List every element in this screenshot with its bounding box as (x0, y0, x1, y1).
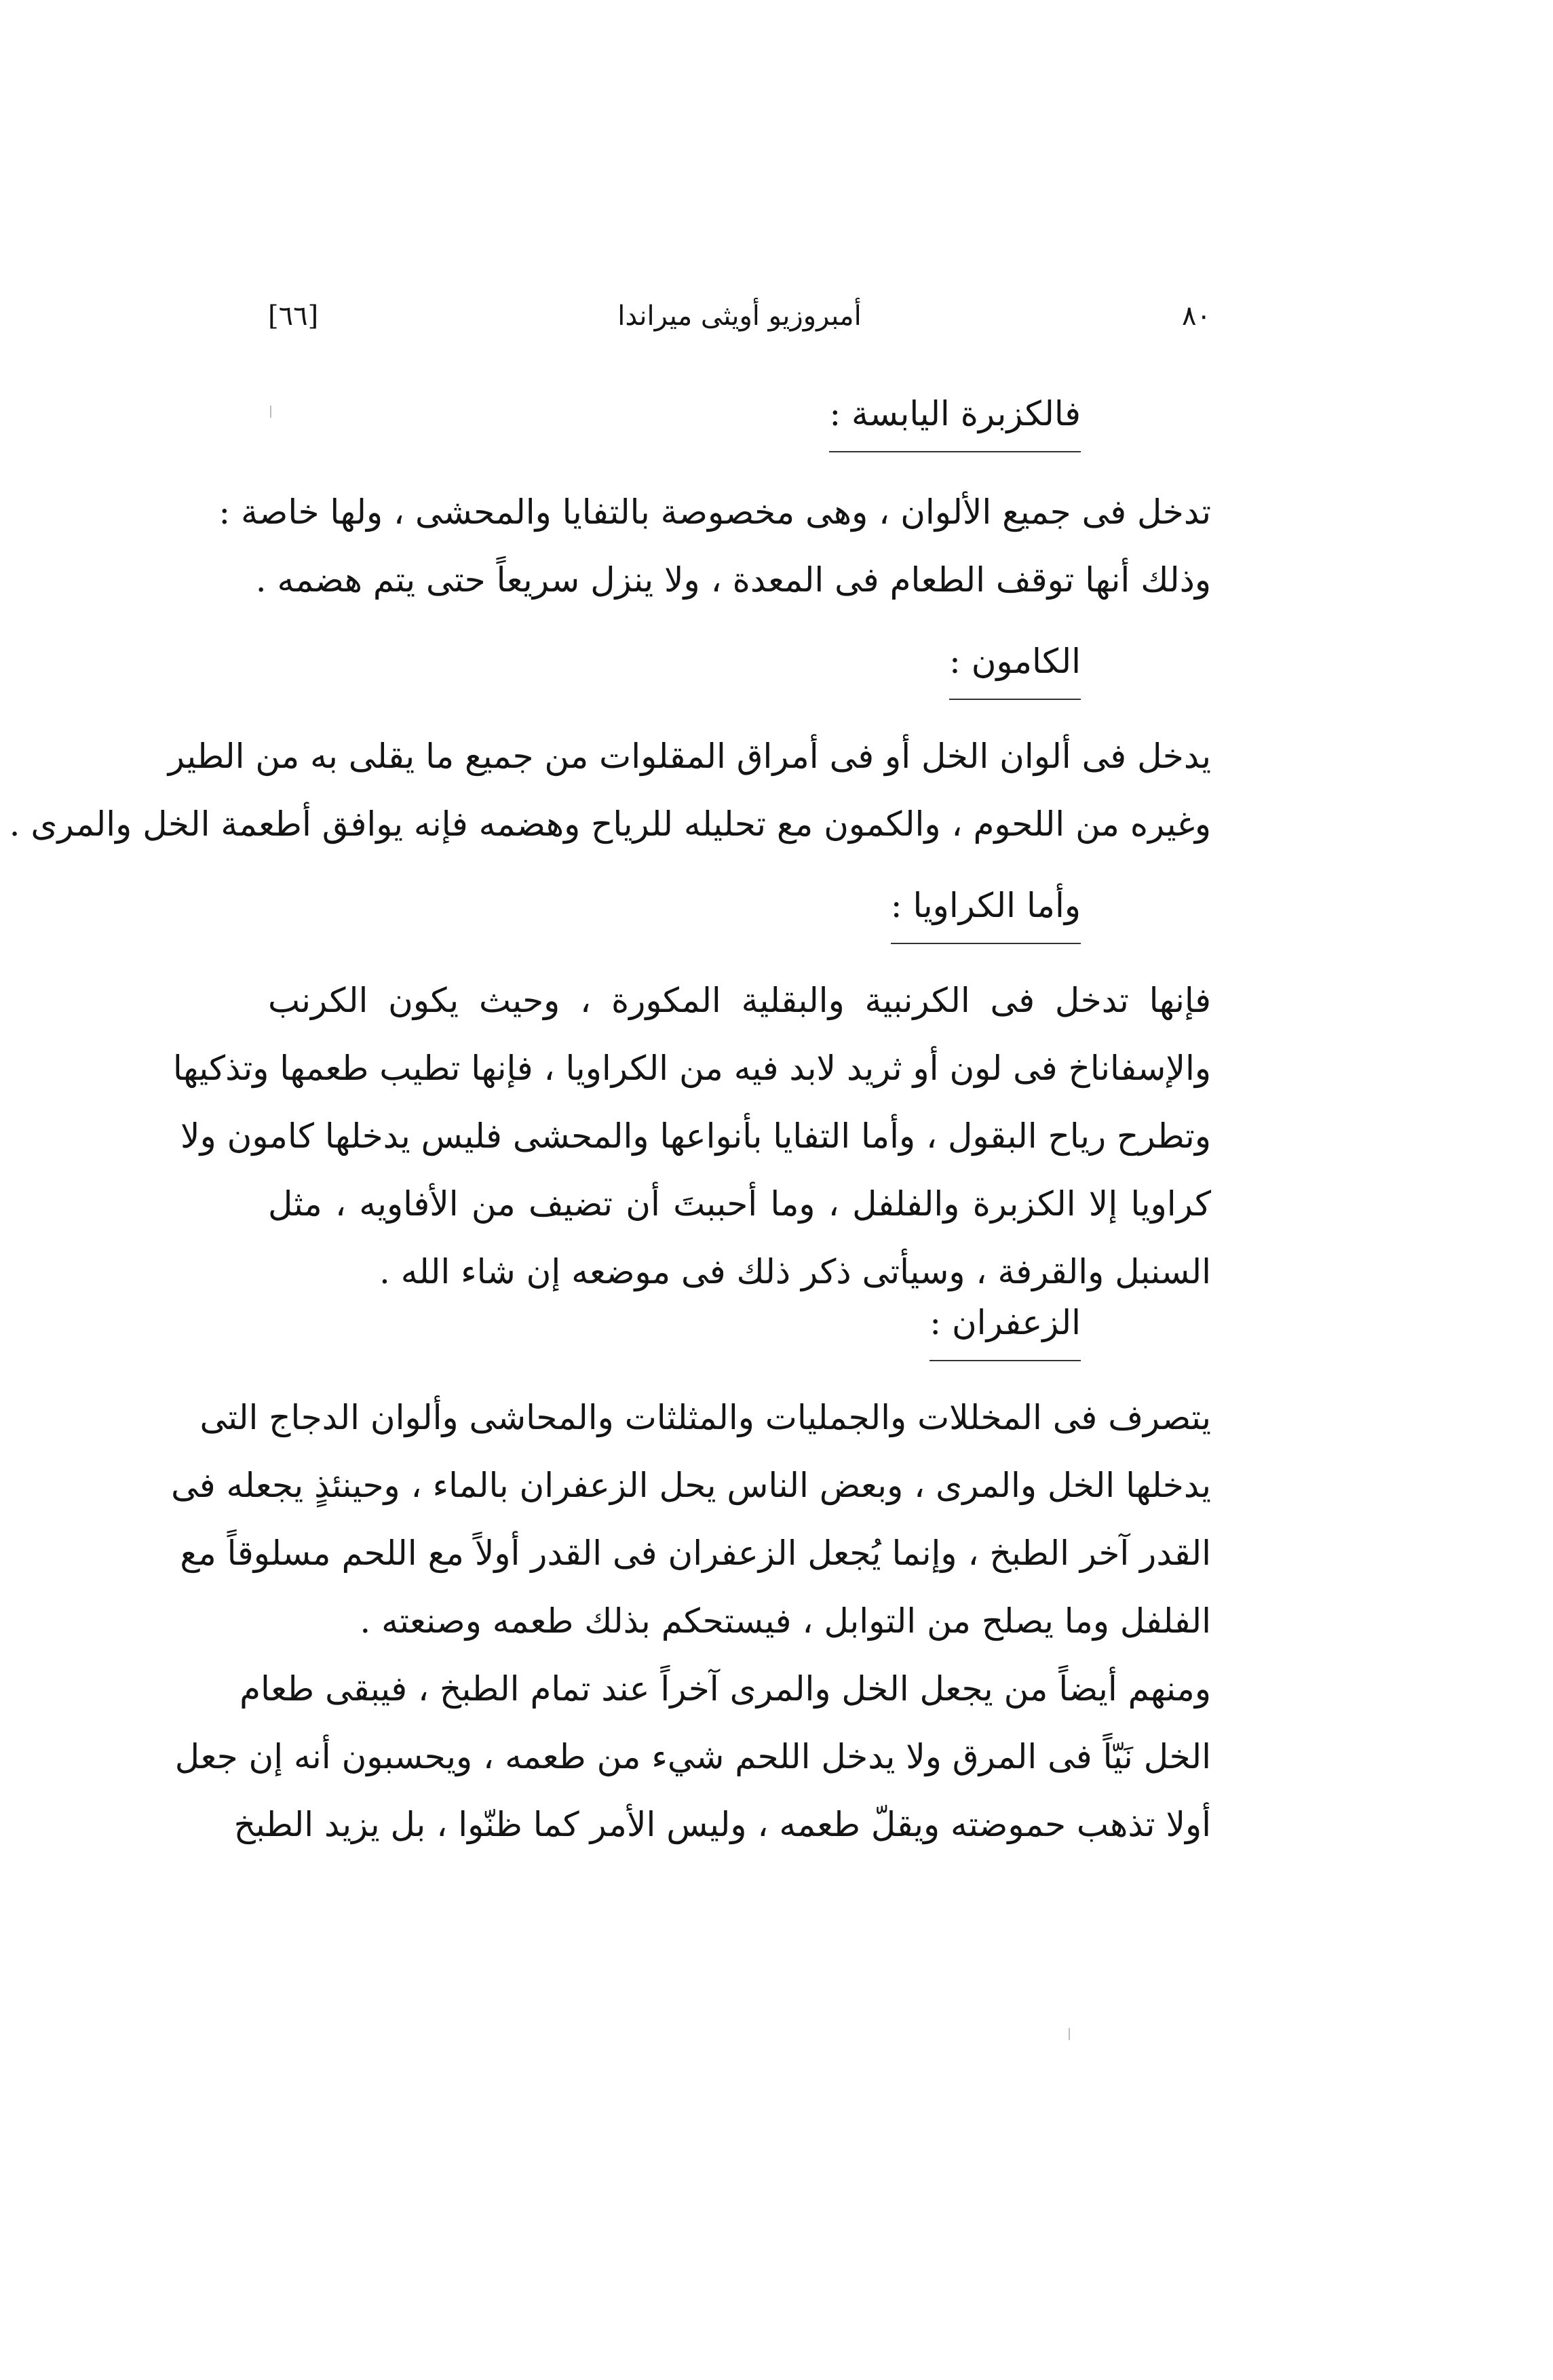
text-line: السنبل والقرفة ، وسيأتى ذكر ذلك فى موضعه إن شاء الله . (379, 1252, 1211, 1291)
paragraph-cumin (9, 722, 1211, 858)
running-header (268, 296, 1211, 343)
paragraph-caraway (172, 967, 1211, 1306)
text-line: وتطرح رياح البقول ، وأما التفايا بأنواعها والمحشى فليس يدخلها كامون ولا (180, 1116, 1211, 1156)
text-line: تدخل فى جميع الألوان ، وهى مخصوصة بالتفايا والمحشى ، ولها خاصة : (218, 492, 1211, 532)
text-line: أولا تذهب حموضته ويقلّ طعمه ، وليس الأمر كما ظنّوا ، بل يزيد الطبخ (233, 1805, 1211, 1844)
text-line: كراويا إلا الكزبرة والفلفل ، وما أحببتَ أن تضيف من الأفاويه ، مثل (268, 1184, 1211, 1224)
paragraph-coriander (218, 478, 1211, 614)
page-number: ٨٠ (1182, 300, 1211, 332)
running-title: أمبروزيو أويثى ميراندا (617, 300, 862, 332)
section-heading-coriander: فالكزبرة اليابسة : (829, 383, 1081, 452)
text-line: وغيره من اللحوم ، والكمون مع تحليله للرياح وهضمه فإنه يوافق أطعمة الخل والمرى . (9, 804, 1211, 844)
text-line: فإنها تدخل فى الكرنبية والبقلية المكورة ، وحيث يكون الكرنب (268, 981, 1211, 1020)
scan-artifact-mark (270, 406, 271, 418)
section-heading-caraway: وأما الكراويا : (891, 875, 1081, 944)
manuscript-folio-reference: [٦٦] (268, 300, 319, 332)
paragraph-saffron (171, 1384, 1211, 1858)
text-line: يدخل فى ألوان الخل أو فى أمراق المقلوات من جميع ما يقلى به من الطير (168, 737, 1211, 776)
scan-artifact-mark (1069, 2028, 1070, 2040)
text-line: ومنهم أيضاً من يجعل الخل والمرى آخراً عند تمام الطبخ ، فيبقى طعام (239, 1669, 1211, 1709)
text-line: القدر آخر الطبخ ، وإنما يُجعل الزعفران فى القدر أولاً مع اللحم مسلوقاً مع (180, 1534, 1211, 1573)
text-line: الفلفل وما يصلح من التوابل ، فيستحكم بذلك طعمه وصنعته . (360, 1601, 1211, 1641)
text-line: يتصرف فى المخللات والجمليات والمثلثات والمحاشى وألوان الدجاج التى (199, 1398, 1211, 1437)
text-line: وذلك أنها توقف الطعام فى المعدة ، ولا ينزل سريعاً حتى يتم هضمه . (255, 560, 1211, 600)
text-line: الخل نَيّاً فى المرق ولا يدخل اللحم شيء من طعمه ، ويحسبون أنه إن جعل (174, 1737, 1211, 1776)
text-line: يدخلها الخل والمرى ، وبعض الناس يحل الزعفران بالماء ، وحينئذٍ يجعله فى (171, 1466, 1211, 1505)
section-heading-cumin: الكامون : (949, 631, 1081, 700)
text-line: والإسفاناخ فى لون أو ثريد لابد فيه من الكراويا ، فإنها تطيب طعمها وتذكيها (172, 1049, 1211, 1088)
section-heading-saffron: الزعفران : (929, 1292, 1081, 1361)
